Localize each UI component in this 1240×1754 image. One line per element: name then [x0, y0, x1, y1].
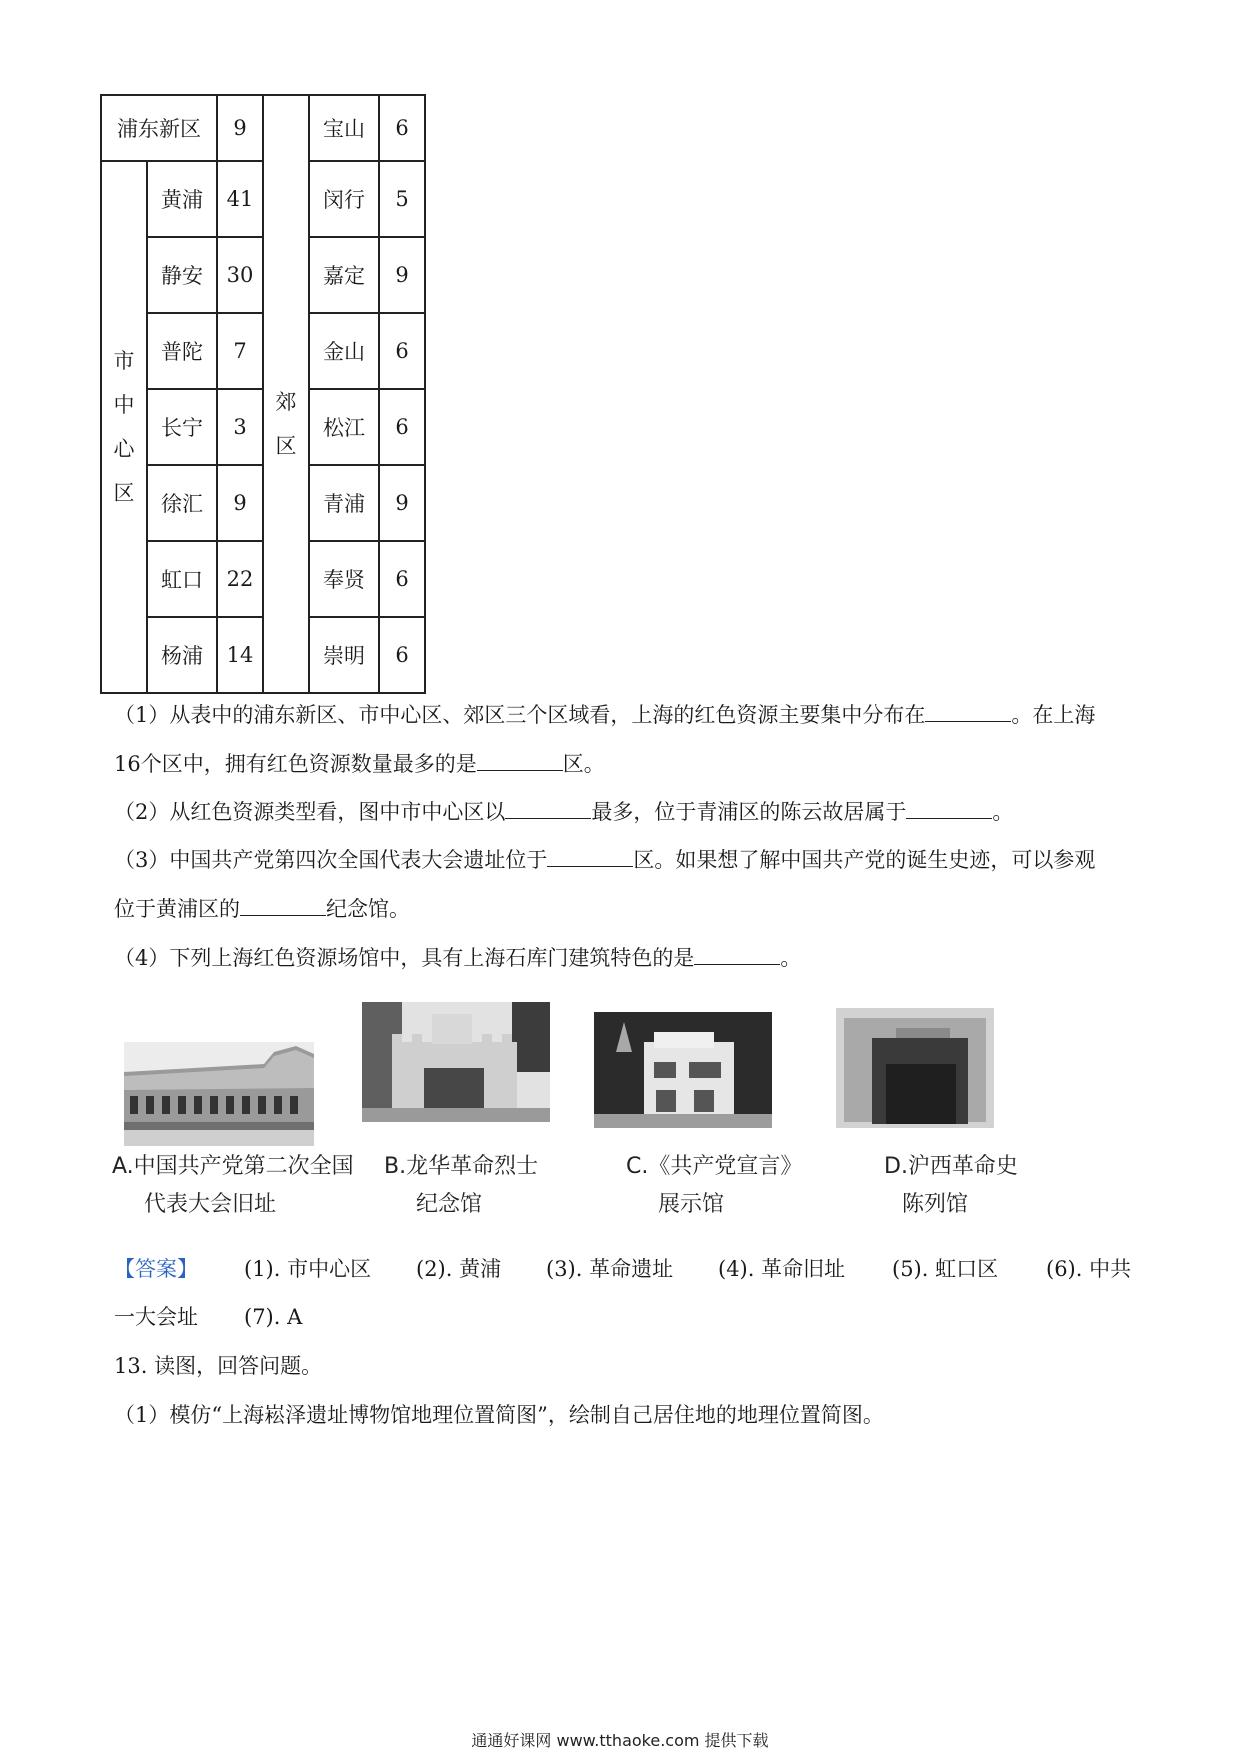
downtown-count-cell: 7 — [217, 313, 263, 389]
answer-line-1 — [114, 1254, 1132, 1284]
building-a-image — [124, 1042, 314, 1146]
downtown-name-cell: 虹口 — [147, 541, 217, 617]
suburb-count-cell: 6 — [379, 617, 425, 693]
option-c-caption: C.《共产党宣言》 展示馆 — [626, 1154, 803, 1217]
downtown-name-cell: 黄浦 — [147, 161, 217, 237]
photo-option-d — [836, 1008, 994, 1128]
suburb-label-cell — [263, 95, 309, 693]
downtown-name-cell: 徐汇 — [147, 465, 217, 541]
suburb-name-cell: 嘉定 — [309, 237, 379, 313]
downtown-name-cell: 普陀 — [147, 313, 217, 389]
answer-blank[interactable] — [505, 798, 591, 819]
downtown-count-cell: 9 — [217, 465, 263, 541]
option-a-caption: A.中国共产党第二次全国 代表大会旧址 — [112, 1154, 354, 1217]
downtown-count-cell: 41 — [217, 161, 263, 237]
answer-blank[interactable] — [925, 701, 1011, 722]
downtown-label-cell — [101, 161, 147, 693]
question-13-sub-1: （1）模仿“上海崧泽遗址博物馆地理位置简图”，绘制自己居住地的地理位置简图。 — [114, 1403, 884, 1427]
suburb-count-cell: 6 — [379, 541, 425, 617]
photo-option-b — [362, 1002, 550, 1122]
question-4-line: （4）下列上海红色资源场馆中，具有上海石库门建筑特色的是 。 — [114, 946, 802, 970]
suburb-count-cell: 6 — [379, 389, 425, 465]
building-c-image — [594, 1012, 772, 1128]
answer-blank[interactable] — [547, 846, 633, 867]
option-d-caption: D.沪西革命史 陈列馆 — [884, 1154, 1018, 1217]
answer-tag: 【答案】 — [114, 1257, 198, 1281]
downtown-count-cell: 30 — [217, 237, 263, 313]
pudong-name-cell: 浦东新区 — [101, 95, 217, 161]
question-1-line-2: 16个区中，拥有红色资源数量最多的是 区。 — [114, 752, 605, 776]
answer-item-1: (1). 市中心区 — [244, 1257, 372, 1281]
answer-item-3: (3). 革命遗址 — [546, 1257, 674, 1281]
question-3-line-2: 位于黄浦区的 纪念馆。 — [114, 897, 410, 921]
answer-item-5: (5). 虹口区 — [892, 1257, 999, 1281]
option-b-caption: B.龙华革命烈士 纪念馆 — [384, 1154, 539, 1217]
question-2-line: （2）从红色资源类型看，图中市中心区以 最多，位于青浦区的陈云故居属于 。 — [114, 800, 1014, 824]
page-footer: 通通好课网 www.tthaoke.com 提供下载 — [471, 1731, 769, 1750]
suburb-name-cell: 金山 — [309, 313, 379, 389]
photo-option-c — [594, 1012, 772, 1128]
question-1-line-1: （1）从表中的浦东新区、市中心区、郊区三个区域看，上海的红色资源主要集中分布在 。在上海 — [114, 703, 1096, 727]
question-3-line-1: （3）中国共产党第四次全国代表大会遗址位于 区。如果想了解中国共产党的诞生史迹，可以参观 — [114, 848, 1096, 872]
downtown-label: 市中心区 — [113, 348, 135, 506]
downtown-count-cell: 22 — [217, 541, 263, 617]
downtown-name-cell: 长宁 — [147, 389, 217, 465]
answer-blank[interactable] — [694, 944, 780, 965]
answer-item-4: (4). 革命旧址 — [718, 1257, 846, 1281]
answer-item-7: (7). A — [244, 1305, 303, 1329]
answer-blank[interactable] — [906, 798, 992, 819]
red-resource-table — [100, 94, 426, 694]
suburb-count-cell: 9 — [379, 237, 425, 313]
suburb-name-cell: 奉贤 — [309, 541, 379, 617]
answer-item-6: (6). 中共 — [1046, 1257, 1132, 1281]
suburb-count-cell: 5 — [379, 161, 425, 237]
suburb-count-cell: 9 — [379, 465, 425, 541]
photo-option-a — [124, 1042, 314, 1146]
suburb-name-cell: 松江 — [309, 389, 379, 465]
building-b-image — [362, 1002, 550, 1122]
pudong-count-cell: 9 — [217, 95, 263, 161]
downtown-name-cell: 静安 — [147, 237, 217, 313]
answer-blank[interactable] — [240, 895, 326, 916]
downtown-count-cell: 14 — [217, 617, 263, 693]
answer-blank[interactable] — [477, 750, 563, 771]
answer-item-2: (2). 黄浦 — [416, 1257, 502, 1281]
suburb-name-cell: 崇明 — [309, 617, 379, 693]
downtown-count-cell: 3 — [217, 389, 263, 465]
downtown-name-cell: 杨浦 — [147, 617, 217, 693]
suburb-name-cell: 闵行 — [309, 161, 379, 237]
suburb-count-cell: 6 — [379, 95, 425, 161]
answer-continuation: 一大会址 — [114, 1305, 198, 1329]
suburb-name-cell: 青浦 — [309, 465, 379, 541]
answer-line-2 — [114, 1302, 1126, 1332]
suburb-count-cell: 6 — [379, 313, 425, 389]
building-d-image — [836, 1008, 994, 1128]
question-13-title: 13. 读图，回答问题。 — [114, 1354, 323, 1378]
suburb-name-cell: 宝山 — [309, 95, 379, 161]
suburb-label: 郊区 — [275, 389, 297, 458]
